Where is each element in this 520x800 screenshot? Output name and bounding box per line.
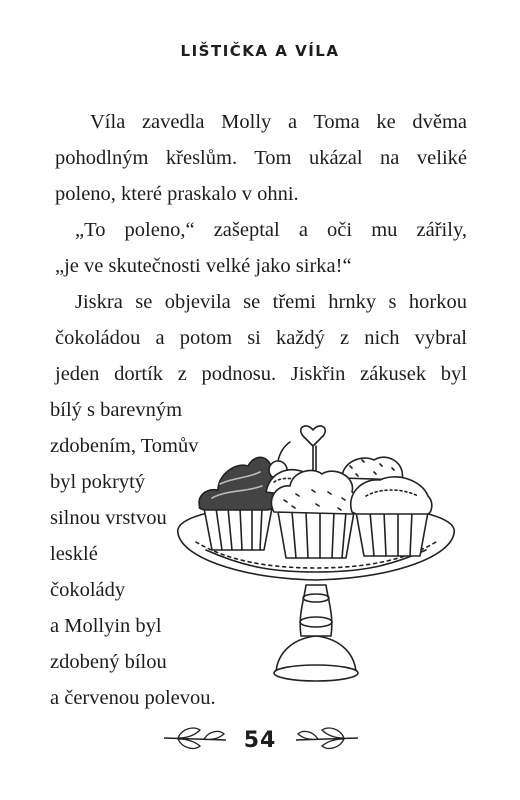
cupcake-stand-illustration <box>166 400 466 705</box>
text-line: lesklé <box>50 543 98 565</box>
page-number: 54 <box>243 728 277 753</box>
text-line: Víla zavedla Molly a Toma ke dvěma <box>90 111 467 133</box>
text-line: a červenou polevou. <box>50 687 216 709</box>
page-footer <box>0 722 520 762</box>
text-line: čokolády <box>50 579 126 601</box>
running-header: LIŠTIČKA A VÍLA <box>180 42 340 60</box>
text-line: a Mollyin byl <box>50 615 162 637</box>
text-line: pohodlným křeslům. Tom ukázal na veliké <box>55 147 467 169</box>
text-line: poleno, které praskalo v ohni. <box>55 183 299 205</box>
text-line: byl pokrytý <box>50 471 146 493</box>
text-line: zdobením, Tomův <box>50 435 199 457</box>
text-line: jeden dortík z podnosu. Jiskřin zákusek byl <box>55 363 467 385</box>
text-line: bílý s barevným <box>50 399 183 421</box>
text-line: silnou vrstvou <box>50 507 167 529</box>
text-line: zdobený bílou <box>50 651 167 673</box>
leaf-ornament-icon <box>292 724 362 754</box>
text-line: „je ve skutečnosti velké jako sirka!“ <box>55 255 352 277</box>
text-line: „To poleno,“ zašeptal a oči mu zářily, <box>75 219 467 241</box>
text-line: Jiskra se objevila se třemi hrnky s horkou <box>75 291 467 313</box>
text-line: čokoládou a potom si každý z nich vybral <box>55 327 467 349</box>
